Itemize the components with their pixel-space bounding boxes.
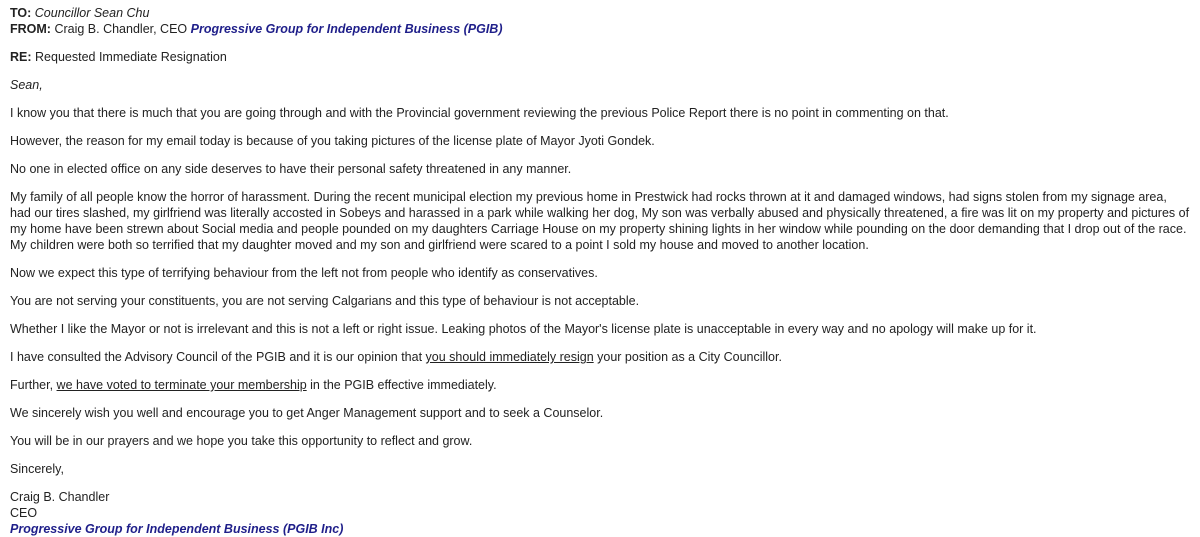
paragraph-6: You are not serving your constituents, you are not serving Calgarians and this type of behaviour is not acceptable. bbox=[10, 294, 640, 308]
paragraph-3: No one in elected office on any side deserves to have their personal safety threatened in any manner. bbox=[10, 162, 572, 176]
signature-organization: Progressive Group for Independent Business (PGIB Inc) bbox=[10, 522, 344, 536]
paragraph-7: Whether I like the Mayor or not is irrelevant and this is not a left or right issue. Leaking photos of the Mayor's license plate is unacceptable in every way and no apology will make up for it. bbox=[10, 322, 1037, 336]
subject-value: Requested Immediate Resignation bbox=[35, 50, 227, 64]
from-organization: Progressive Group for Independent Business (PGIB) bbox=[190, 22, 503, 36]
to-label: TO: bbox=[10, 6, 32, 20]
signature-title: CEO bbox=[10, 506, 38, 520]
resign-underlined-text: you should immediately resign bbox=[425, 350, 594, 364]
paragraph-2: However, the reason for my email today is because of you taking pictures of the license plate of Mayor Jyoti Gondek. bbox=[10, 134, 655, 148]
to-value: Councillor Sean Chu bbox=[34, 6, 150, 20]
paragraph-9-text-b: in the PGIB effective immediately. bbox=[306, 378, 497, 392]
paragraph-4: My family of all people know the horror of harassment. During the recent municipal election my previous home in Prestwick had rocks thrown at it and damaged windows, had signs stolen from my signage area, had our tires slashed, my girlfriend was literally accosted in Sobeys and harassed in a park while walking her dog, My son was verbally abused and physically threatened, a fire was lit on my property and pictures of my home have been strewn about Social media and people pounded on my daughters Carriage House on my property shining lights in her window while pounding on the door demanding that I drop out of the race. My children were both so terrified that my daughter moved and my son and girlfriend were scared to a point I sold my house and moved to another location. bbox=[10, 190, 1190, 252]
signature-name: Craig B. Chandler bbox=[10, 490, 110, 504]
paragraph-8-text-b: your position as a City Councillor. bbox=[593, 350, 782, 364]
paragraph-9-text-a: Further, bbox=[10, 378, 57, 392]
paragraph-1: I know you that there is much that you are going through and with the Provincial government reviewing the previous Police Report there is no point in commenting on that. bbox=[10, 106, 949, 120]
signature-block bbox=[10, 489, 1190, 537]
subject-line bbox=[10, 49, 1190, 65]
paragraph-11: You will be in our prayers and we hope you take this opportunity to reflect and grow. bbox=[10, 434, 473, 448]
from-line bbox=[10, 21, 1190, 37]
paragraph-9 bbox=[10, 377, 1190, 393]
terminate-underlined-text: we have voted to terminate your membership bbox=[56, 378, 307, 392]
paragraph-8-text-a: I have consulted the Advisory Council of the PGIB and it is our opinion that bbox=[10, 350, 426, 364]
paragraph-10: We sincerely wish you well and encourage you to get Anger Management support and to seek a Counselor. bbox=[10, 406, 604, 420]
from-label: FROM: bbox=[10, 22, 51, 36]
paragraph-8 bbox=[10, 349, 1190, 365]
to-line bbox=[10, 5, 1190, 21]
subject-label: RE: bbox=[10, 50, 32, 64]
paragraph-5: Now we expect this type of terrifying behaviour from the left not from people who identify as conservatives. bbox=[10, 266, 598, 280]
closing: Sincerely, bbox=[10, 462, 64, 476]
from-value: Craig B. Chandler, CEO bbox=[54, 22, 188, 36]
salutation: Sean, bbox=[10, 78, 43, 92]
